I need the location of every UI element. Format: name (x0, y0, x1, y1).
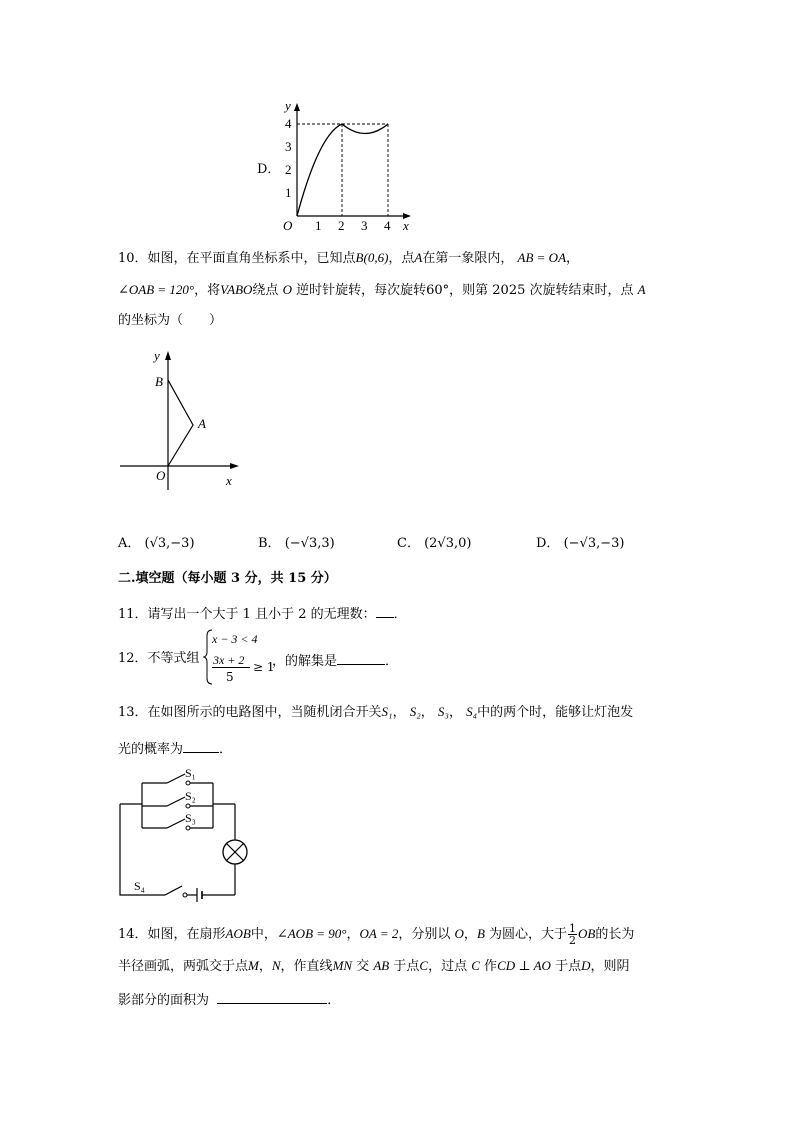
q14-answer-blank (217, 991, 327, 1004)
y-tick-1: 1 (285, 185, 292, 200)
fig-origin: O (156, 468, 166, 483)
y-tick-2: 2 (285, 162, 292, 177)
x-tick-2: 2 (338, 218, 345, 233)
q10-line-1: 10．如图，在平面直角坐标系中，已知点B(0,6)，点A在第一象限内， AB = OA， (118, 250, 580, 266)
q14-line-3: 影部分的面积为 ． (118, 993, 341, 1008)
fig-x-label: x (226, 473, 232, 488)
x-axis-label: x (403, 218, 409, 233)
q14-line-2: 半径画弧，两弧交于点M，N，作直线MN 交 AB 于点C，过点 C 作CD ⊥ AO 于点D，则阴 (118, 958, 630, 974)
q10-line-2: ∠OAB = 120°，将VABO绕点 O 逆时针旋转，每次旋转60°，则第 2025 次旋转结束时，点 A (118, 282, 646, 298)
q10-figure (118, 345, 248, 490)
q12-prefix: 12．不等式组 (118, 651, 200, 666)
y-tick-4: 4 (285, 116, 292, 131)
q10-option-a: A． (√3,−3) (118, 536, 195, 551)
q9-option-d-graph (275, 98, 415, 233)
q12-frac-num: 3x + 2 (213, 653, 245, 667)
circuit-s3: S₃ (185, 811, 196, 825)
q12-answer-blank (337, 652, 385, 665)
q14-line-1: 14．如图，在扇形AOB中，∠AOB = 90°，OA = 2，分别以 O，B 为圆心，大于 $\frac{1}{2}$ OB的长为 (118, 922, 635, 947)
fig-y-label: y (154, 348, 160, 363)
q10-option-b: B． (−√3,3) (258, 536, 335, 551)
q12-ge-1: ≥ 1 (253, 660, 275, 674)
q10-option-d: D． (−√3,−3) (536, 536, 625, 551)
q12-suffix: ，的解集是 ． (272, 654, 399, 669)
q13-line-2: 光的概率为 ． (118, 742, 233, 757)
y-tick-3: 3 (285, 139, 292, 154)
fig-point-b: B (155, 374, 163, 389)
q12-frac-den: 5 (226, 670, 234, 684)
fig-point-a: A (198, 416, 206, 431)
q11: 11．请写出一个大于 1 且小于 2 的无理数： ． (118, 607, 407, 622)
circuit-s1: S₁ (185, 766, 196, 780)
q14-half-fraction: $\frac{1}{2}$ (569, 922, 577, 947)
section-2-title: 二.填空题（每小题 3 分，共 15 分） (118, 571, 337, 586)
q10-line-3: 的坐标为（ ） (118, 313, 223, 328)
q13-line-1: 13．在如图所示的电路图中，当随机闭合开关S₁， S₂， S₃， S₄中的两个时，能够让灯泡发 (118, 704, 634, 720)
q9-option-d-label: D． (257, 162, 281, 177)
q12-frac-bar (212, 667, 250, 668)
circuit-s2: S₂ (185, 789, 196, 803)
circuit-s4: S₄ (134, 879, 145, 893)
q11-answer-blank (376, 605, 394, 618)
q14-arc-ab: AB (373, 958, 390, 973)
x-tick-4: 4 (384, 218, 391, 233)
q12-ineq-1: x − 3 < 4 (212, 632, 258, 646)
x-tick-3: 3 (361, 218, 368, 233)
q13-circuit (115, 762, 255, 902)
origin-label: O (283, 218, 293, 233)
q10-option-c: C． (2√3,0) (397, 536, 472, 551)
y-axis-label: y (285, 98, 291, 113)
q13-answer-blank (183, 740, 219, 753)
x-tick-1: 1 (315, 218, 322, 233)
